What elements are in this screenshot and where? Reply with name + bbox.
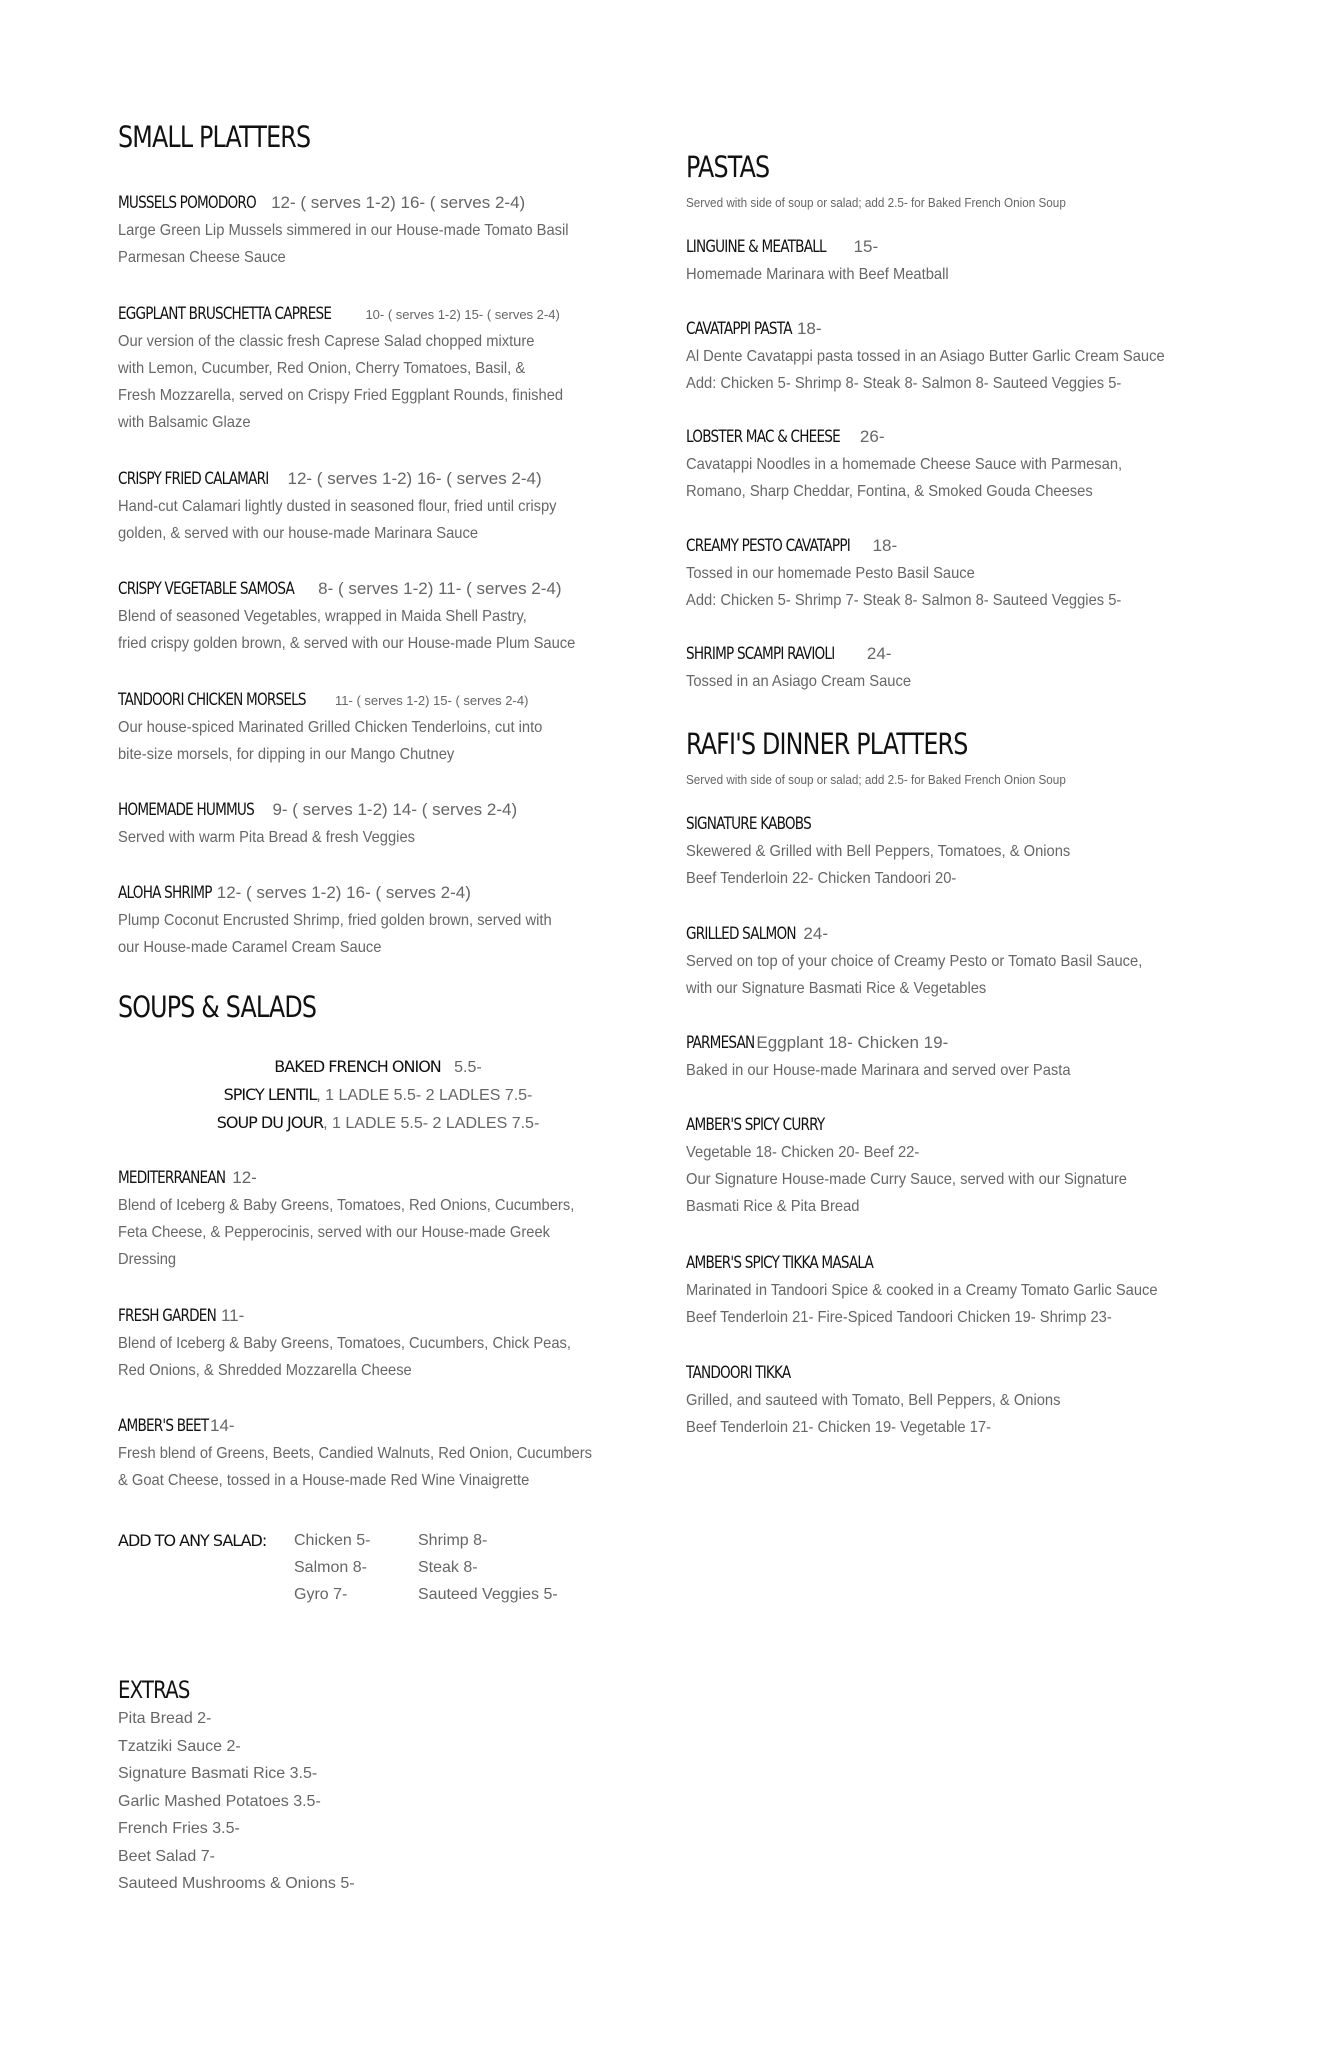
menu-item-tandoori-tikka <box>686 1360 1093 1441</box>
item-price: 12- ( serves 1-2) 16- ( serves 2-4) <box>216 883 471 902</box>
section-title-soups-salads: SOUPS & SALADS <box>118 990 317 1024</box>
item-name: MEDITERRANEAN <box>118 1168 226 1188</box>
item-name: GRILLED SALMON <box>686 924 796 944</box>
item-price: 12- ( serves 1-2) 16- ( serves 2-4) <box>271 193 526 212</box>
item-price: 18- <box>796 319 822 338</box>
menu-item-parmesan <box>686 1030 1104 1084</box>
item-desc: Beef Tenderloin 22- Chicken Tandoori 20- <box>686 870 957 887</box>
item-desc: Basmati Rice & Pita Bread <box>686 1198 860 1215</box>
item-name: CRISPY FRIED CALAMARI <box>118 469 269 489</box>
item-desc: Homemade Marinara with Beef Meatball <box>686 266 949 283</box>
item-name: SIGNATURE KABOBS <box>686 814 811 834</box>
menu-item-tandoori-chicken-morsels <box>118 687 579 768</box>
extras-item: Signature Basmati Rice 3.5- <box>118 1765 318 1782</box>
soup-item <box>118 1053 638 1081</box>
menu-item-lobster-mac-cheese <box>686 424 1160 505</box>
menu-item-grilled-salmon <box>686 921 1182 1002</box>
extras-item: Tzatziki Sauce 2- <box>118 1737 241 1755</box>
section-title-pastas: PASTAS <box>686 150 770 184</box>
add-to-salad <box>118 1527 578 1608</box>
soups-list <box>118 1053 638 1137</box>
item-desc: Beef Tenderloin 21- Fire-Spiced Tandoori Chicken 19- Shrimp 23- <box>686 1309 1112 1326</box>
item-name: HOMEMADE HUMMUS <box>118 800 254 820</box>
soup-price: , 1 LADLE 5.5- 2 LADLES 7.5- <box>323 1115 540 1132</box>
item-desc: Large Green Lip Mussels simmered in our House-made Tomato Basil <box>118 222 569 239</box>
item-name: PARMESAN <box>686 1033 755 1053</box>
item-name: MUSSELS POMODORO <box>118 193 256 213</box>
extras-item: Beet Salad 7- <box>118 1847 215 1865</box>
extras-item: Garlic Mashed Potatoes 3.5- <box>118 1792 321 1810</box>
extras-item: French Fries 3.5- <box>118 1820 240 1837</box>
item-price: 15- <box>853 237 879 256</box>
addon-option: Gyro 7- <box>294 1586 348 1603</box>
item-desc: Blend of seasoned Vegetables, wrapped in Maida Shell Pastry, <box>118 608 527 625</box>
item-desc: Parmesan Cheese Sauce <box>118 249 286 266</box>
item-desc: Red Onions, & Shredded Mozzarella Cheese <box>118 1362 412 1379</box>
item-desc: with our Signature Basmati Rice & Vegetables <box>686 980 987 997</box>
item-name: ALOHA SHRIMP <box>118 883 212 903</box>
addon-option: Chicken 5- <box>294 1532 371 1549</box>
item-desc: Tossed in an Asiago Cream Sauce <box>686 673 912 690</box>
item-name: AMBER'S BEET <box>118 1416 209 1436</box>
menu-item-linguine-meatball <box>686 234 971 288</box>
item-desc: Cavatappi Noodles in a homemade Cheese Sauce with Parmesan, <box>686 456 1123 473</box>
section-note-dinner-platters: Served with side of soup or salad; add 2.5- for Baked French Onion Soup <box>686 772 1066 787</box>
soup-name: SOUP DU JOUR <box>216 1113 324 1132</box>
item-price: 11- <box>220 1306 245 1325</box>
item-name: TANDOORI TIKKA <box>686 1363 791 1383</box>
menu-item-mediterranean-salad <box>118 1165 614 1273</box>
extras-item: Sauteed Mushrooms & Onions 5- <box>118 1875 355 1892</box>
item-price: 8- ( serves 1-2) 11- ( serves 2-4) <box>318 579 562 598</box>
addon-option: Salmon 8- <box>294 1559 367 1576</box>
menu-item-ambers-beet-salad <box>118 1413 633 1494</box>
item-desc: with Lemon, Cucumber, Red Onion, Cherry Tomatoes, Basil, & <box>118 360 526 377</box>
item-price: 12- <box>232 1168 257 1187</box>
item-name: CREAMY PESTO CAVATAPPI <box>686 536 850 556</box>
menu-item-ambers-spicy-curry <box>686 1112 1165 1220</box>
item-desc: Our version of the classic fresh Caprese Salad chopped mixture <box>118 333 535 350</box>
menu-item-eggplant-bruschetta-caprese <box>118 301 602 436</box>
soup-price: 5.5- <box>454 1059 482 1076</box>
item-desc: Dressing <box>118 1251 177 1268</box>
item-desc: Fresh blend of Greens, Beets, Candied Walnuts, Red Onion, Cucumbers <box>118 1445 593 1462</box>
addon-option: Sauteed Veggies 5- <box>418 1586 558 1603</box>
item-price: 26- <box>859 427 885 446</box>
item-price: 12- ( serves 1-2) 16- ( serves 2-4) <box>287 469 542 488</box>
item-desc: Add: Chicken 5- Shrimp 7- Steak 8- Salmon 8- Sauteed Veggies 5- <box>686 592 1122 609</box>
item-name: LINGUINE & MEATBALL <box>686 237 826 257</box>
item-name: TANDOORI CHICKEN MORSELS <box>118 690 306 710</box>
item-desc: Vegetable 18- Chicken 20- Beef 22- <box>686 1144 920 1161</box>
item-price: 10- ( serves 1-2) 15- ( serves 2-4) <box>365 307 560 322</box>
item-desc: Our Signature House-made Curry Sauce, served with our Signature <box>686 1171 1127 1188</box>
item-desc: Hand-cut Calamari lightly dusted in seasoned flour, fried until crispy <box>118 498 557 515</box>
soup-item <box>118 1081 638 1109</box>
menu-item-homemade-hummus <box>118 797 543 851</box>
item-desc: Grilled, and sauteed with Tomato, Bell Peppers, & Onions <box>686 1392 1061 1409</box>
section-title-small-platters: SMALL PLATTERS <box>118 120 311 154</box>
item-desc: fried crispy golden brown, & served with our House-made Plum Sauce <box>118 635 576 652</box>
item-desc: Romano, Sharp Cheddar, Fontina, & Smoked Gouda Cheeses <box>686 483 1093 500</box>
item-desc: Blend of Iceberg & Baby Greens, Tomatoes, Red Onions, Cucumbers, <box>118 1197 575 1214</box>
item-name: EGGPLANT BRUSCHETTA CAPRESE <box>118 304 332 324</box>
extras-item: Pita Bread 2- <box>118 1710 212 1727</box>
soup-name: SPICY LENTIL <box>223 1085 317 1104</box>
item-desc: Marinated in Tandoori Spice & cooked in a Creamy Tomato Garlic Sauce <box>686 1282 1158 1299</box>
item-desc: Al Dente Cavatappi pasta tossed in an Asiago Butter Garlic Cream Sauce <box>686 348 1165 365</box>
item-desc: our House-made Caramel Cream Sauce <box>118 939 382 956</box>
item-name: CAVATAPPI PASTA <box>686 319 792 339</box>
menu-item-mussels-pomodoro <box>118 190 608 271</box>
menu-item-cavatappi-pasta <box>686 316 1206 397</box>
item-price: 11- ( serves 1-2) 15- ( serves 2-4) <box>335 693 529 708</box>
item-desc: with Balsamic Glaze <box>118 414 251 431</box>
item-desc: golden, & served with our house-made Marinara Sauce <box>118 525 479 542</box>
item-desc: Plump Coconut Encrusted Shrimp, fried golden brown, served with <box>118 912 552 929</box>
menu-item-signature-kabobs <box>686 811 1104 892</box>
item-name: LOBSTER MAC & CHEESE <box>686 427 840 447</box>
menu-item-aloha-shrimp <box>118 880 589 961</box>
menu-item-crispy-fried-calamari <box>118 466 595 547</box>
item-price: 18- <box>872 536 898 555</box>
item-price: 14- <box>210 1416 235 1435</box>
item-price: 9- ( serves 1-2) 14- ( serves 2-4) <box>272 800 518 819</box>
item-desc: Fresh Mozzarella, served on Crispy Fried Eggplant Rounds, finished <box>118 387 564 404</box>
item-desc: Blend of Iceberg & Baby Greens, Tomatoes, Cucumbers, Chick Peas, <box>118 1335 571 1352</box>
item-price: 24- <box>866 644 892 663</box>
item-price: Eggplant 18- Chicken 19- <box>756 1033 949 1052</box>
menu-item-fresh-garden-salad <box>118 1303 610 1384</box>
extras-list <box>118 1705 355 1898</box>
item-desc: Feta Cheese, & Pepperocinis, served with our House-made Greek <box>118 1224 550 1241</box>
menu-item-ambers-spicy-tikka-masala <box>686 1250 1199 1331</box>
item-desc: Skewered & Grilled with Bell Peppers, Tomatoes, & Onions <box>686 843 1071 860</box>
addon-option: Steak 8- <box>418 1559 478 1576</box>
item-name: AMBER'S SPICY CURRY <box>686 1115 825 1135</box>
menu-item-creamy-pesto-cavatappi <box>686 533 1159 614</box>
menu-item-crispy-vegetable-samosa <box>118 576 615 657</box>
section-title-dinner-platters: RAFI'S DINNER PLATTERS <box>686 727 968 761</box>
soup-price: , 1 LADLE 5.5- 2 LADLES 7.5- <box>316 1087 533 1104</box>
item-desc: Baked in our House-made Marinara and served over Pasta <box>686 1062 1071 1079</box>
item-desc: Beef Tenderloin 21- Chicken 19- Vegetable 17- <box>686 1419 991 1436</box>
item-desc: Tossed in our homemade Pesto Basil Sauce <box>686 565 975 582</box>
item-name: CRISPY VEGETABLE SAMOSA <box>118 579 294 599</box>
item-desc: & Goat Cheese, tossed in a House-made Red Wine Vinaigrette <box>118 1472 530 1489</box>
item-desc: Served on top of your choice of Creamy Pesto or Tomato Basil Sauce, <box>686 953 1143 970</box>
menu-item-shrimp-scampi-ravioli <box>686 641 931 695</box>
soup-item <box>118 1109 638 1137</box>
section-title-extras: EXTRAS <box>118 1676 190 1704</box>
item-name: FRESH GARDEN <box>118 1306 216 1326</box>
item-desc: Our house-spiced Marinated Grilled Chicken Tenderloins, cut into <box>118 719 543 736</box>
item-price: 24- <box>803 924 828 943</box>
item-name: AMBER'S SPICY TIKKA MASALA <box>686 1253 873 1273</box>
soup-name: BAKED FRENCH ONION <box>274 1057 441 1076</box>
add-to-salad-label: ADD TO ANY SALAD: <box>118 1531 267 1550</box>
item-desc: bite-size morsels, for dipping in our Mango Chutney <box>118 746 455 763</box>
addon-option: Shrimp 8- <box>418 1532 488 1549</box>
item-desc: Served with warm Pita Bread & fresh Veggies <box>118 829 416 846</box>
item-desc: Add: Chicken 5- Shrimp 8- Steak 8- Salmon 8- Sauteed Veggies 5- <box>686 375 1122 392</box>
section-note-pastas: Served with side of soup or salad; add 2.5- for Baked French Onion Soup <box>686 195 1066 210</box>
item-name: SHRIMP SCAMPI RAVIOLI <box>686 644 835 664</box>
